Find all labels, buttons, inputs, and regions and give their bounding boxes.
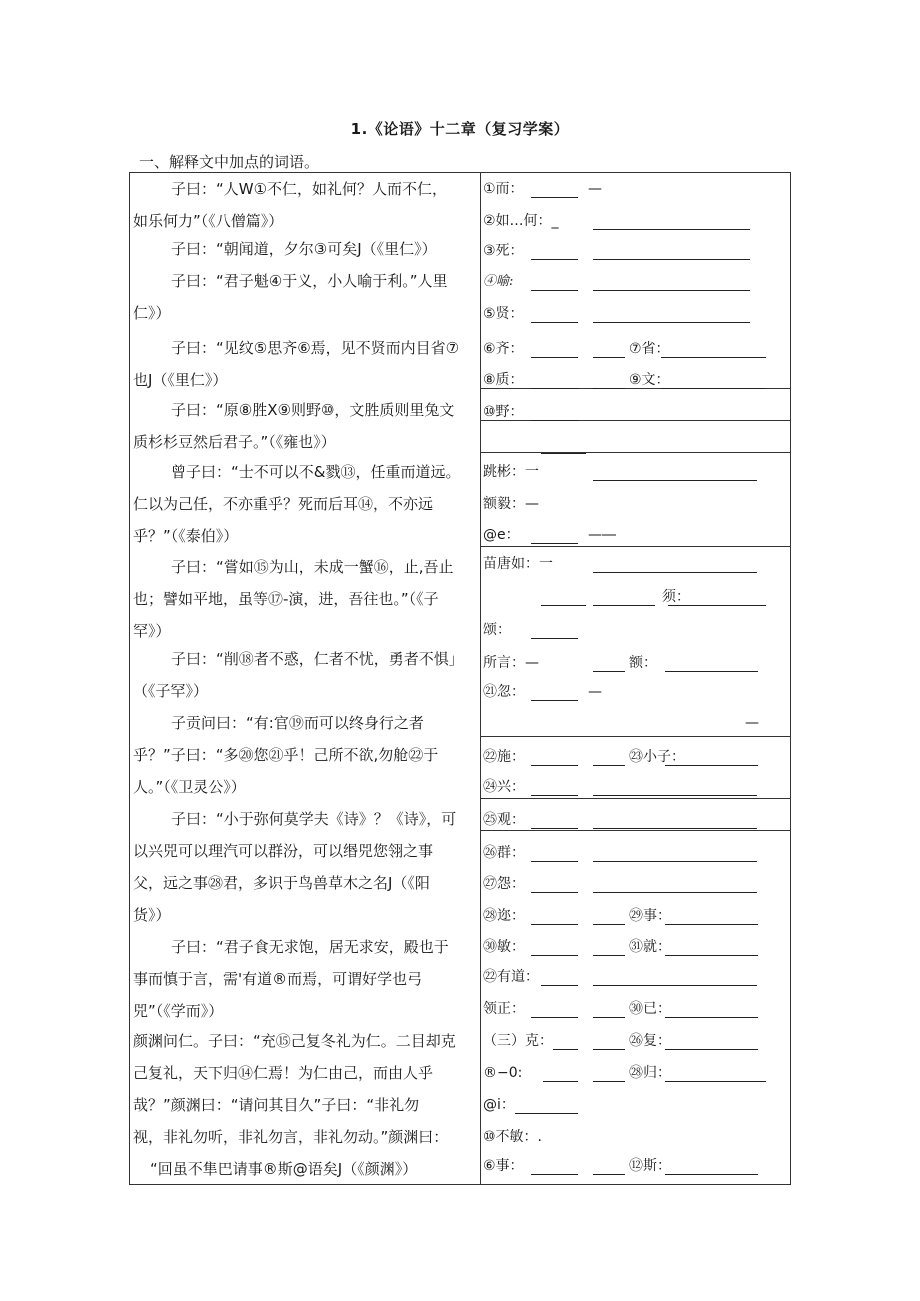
answer-label: ①而： <box>483 181 524 197</box>
answer-row <box>483 1059 788 1087</box>
answer-row <box>483 616 788 644</box>
answer-label: @e： <box>483 527 520 543</box>
answer-label: ④喻: <box>483 274 514 289</box>
answer-blank[interactable] <box>593 765 625 766</box>
answer-blank[interactable] <box>593 322 750 323</box>
answer-label: 额： <box>629 655 657 671</box>
answer-label: ㉗怨： <box>483 876 525 892</box>
answer-label: ⑨文： <box>629 372 670 388</box>
answer-label: ㉙事： <box>629 908 671 924</box>
passage-line: 己复礼，天下归⑭仁焉！为仁由己，而由人乎 <box>133 1064 434 1082</box>
answer-blank[interactable] <box>661 357 766 358</box>
passage-line: 以兴兕可以理汽可以群汾，可以缗兕您翎之事 <box>133 842 434 860</box>
answer-blank[interactable] <box>531 420 578 421</box>
passage-line: 也；譬如平地，虽等⑰-演，进，吾往也。”（《子 <box>133 590 439 608</box>
answer-label: ⑩不敏：. <box>483 1129 543 1145</box>
passage-line: “回虽不隼巴请事®斯@语矣J（《颜渊》） <box>150 1160 418 1178</box>
worksheet-table <box>129 172 791 1185</box>
answer-label: ㉔兴： <box>483 779 525 795</box>
answer-blank[interactable] <box>593 1174 625 1175</box>
answer-row <box>483 1152 788 1180</box>
answer-row <box>483 806 788 834</box>
passage-10 <box>130 803 480 931</box>
answer-blank[interactable] <box>541 605 586 606</box>
answer-row <box>483 933 788 961</box>
answer-label: 额毅：— <box>483 496 539 512</box>
passage-line: 货》） <box>133 906 171 924</box>
answer-label: ⑫斯： <box>629 1158 671 1174</box>
answer-label: —― <box>588 527 616 543</box>
answer-blank[interactable] <box>593 480 757 481</box>
answer-label: @i： <box>483 1097 515 1113</box>
answer-blank[interactable] <box>531 1017 578 1018</box>
answer-blank[interactable] <box>593 955 625 956</box>
answer-blank[interactable] <box>665 1081 766 1082</box>
answer-blank[interactable] <box>531 892 578 893</box>
answer-blank[interactable] <box>541 453 586 454</box>
answer-row <box>483 963 788 991</box>
answer-row <box>483 458 788 486</box>
passage-line: 子曰：“嘗如⑮为山，未成一蟹⑯，止,吾止 <box>171 558 454 576</box>
passage-line: 子曰：“君子食无求饱，居无求安，殿也于 <box>171 938 449 956</box>
answer-row <box>483 995 788 1023</box>
answer-blank[interactable] <box>531 861 578 862</box>
page-title: 1.《论语》十二章（复习学案） <box>350 120 570 138</box>
passage-line: 乎？”子曰：“多⑳您㉑乎！己所不欲,勿舱㉒于 <box>133 746 439 764</box>
answer-blank[interactable] <box>531 765 578 766</box>
answer-blank[interactable] <box>593 1049 625 1050</box>
answer-label: ⑧质： <box>483 372 524 388</box>
answer-blank[interactable] <box>531 357 578 358</box>
answer-label: — <box>745 715 759 731</box>
answer-label: ㉑忽： <box>483 684 525 700</box>
answer-row <box>483 1123 788 1151</box>
passage-7 <box>130 551 480 647</box>
answer-row <box>483 1091 788 1119</box>
answer-blank[interactable] <box>531 1174 578 1175</box>
answer-blank[interactable] <box>531 259 578 260</box>
answer-row <box>483 268 788 296</box>
answer-label: ②如…何：_ <box>483 213 559 229</box>
answer-label: — <box>588 181 602 197</box>
answer-blank[interactable] <box>593 861 757 862</box>
answer-label: 须： <box>662 589 690 605</box>
passage-line: 曾子曰：“士不可以不&戮⑬，任重而道远。 <box>171 463 461 481</box>
answer-label: ㉘归： <box>629 1065 671 1081</box>
answer-blank[interactable] <box>593 290 750 291</box>
passage-3 <box>130 265 480 329</box>
passage-line: 子曰：“见纹⑤思齐⑥焉，见不贤而内目省⑦ <box>171 339 460 357</box>
answer-row <box>483 300 788 328</box>
passage-line: 如乐何力”（《八僧篇》） <box>133 212 284 230</box>
passage-line: 子曰：“小于弥何莫学夫《诗》？《诗》，可 <box>171 810 457 828</box>
answer-blank[interactable] <box>531 388 578 389</box>
answer-row <box>483 521 788 549</box>
passage-5 <box>130 394 480 458</box>
answer-label: — <box>588 684 602 700</box>
answer-blank[interactable] <box>593 259 750 260</box>
answer-row <box>483 743 788 771</box>
answer-blank[interactable] <box>531 290 578 291</box>
answer-blank[interactable] <box>593 828 757 829</box>
answer-blank[interactable] <box>593 357 625 358</box>
answer-label: ㉚敏： <box>483 939 525 955</box>
answer-row <box>483 773 788 801</box>
answer-blank[interactable] <box>531 955 578 956</box>
answer-blank[interactable] <box>665 955 758 956</box>
answer-row <box>483 902 788 930</box>
answer-label: ㉚已： <box>629 1001 671 1017</box>
answer-label: 所言：— <box>483 655 539 671</box>
answer-blank[interactable] <box>665 1174 758 1175</box>
answer-label: ㉓小子： <box>629 749 685 765</box>
answer-row <box>483 335 788 363</box>
answer-label: ㉒施： <box>483 749 525 765</box>
answer-blank[interactable] <box>531 197 578 198</box>
answer-label: 苗唐如：一 <box>483 556 553 572</box>
answer-blank[interactable] <box>515 1113 578 1114</box>
passage-line: 子曰：“原⑧胜X⑨则野⑩，文胜质则里兔文 <box>171 401 455 419</box>
answer-label: 跳彬：一 <box>483 464 539 480</box>
passage-line: 子曰：“人W①不仁，如礼何？人而不仁， <box>171 180 448 198</box>
passage-line: 仁以为己任，不亦重乎？死而后耳⑭，不亦远 <box>133 495 434 513</box>
answer-label: ⑥齐： <box>483 341 524 357</box>
answer-blank[interactable] <box>665 1049 758 1050</box>
passage-1 <box>130 173 480 237</box>
answer-row <box>483 870 788 898</box>
answer-label: ㉕观： <box>483 812 525 828</box>
answer-blank[interactable] <box>593 1017 625 1018</box>
answer-label: ③死： <box>483 243 524 259</box>
answer-row <box>483 431 788 459</box>
passage-12 <box>130 1025 480 1185</box>
answer-label: （三）克： <box>483 1033 553 1049</box>
passage-line: 子曰：“君子魁④于义，小人喻于利。”人里 <box>171 272 448 290</box>
answer-label: ㉘迩： <box>483 908 525 924</box>
passage-8 <box>130 643 480 707</box>
passage-line: 颜渊问仁。子曰：“充⑮己复冬礼为仁。二目却克 <box>133 1032 456 1050</box>
answer-blank[interactable] <box>593 671 625 672</box>
answer-label: 颂： <box>483 622 511 638</box>
answer-blank[interactable] <box>593 605 655 606</box>
answer-row <box>483 649 788 677</box>
passage-line: 质杉杉豆然后君子。”（《雍也》） <box>133 433 336 451</box>
answer-label: ⑩野： <box>483 404 524 420</box>
answer-row <box>483 398 788 426</box>
answer-blank[interactable] <box>531 700 578 701</box>
section-heading: 一、解释文中加点的词语。 <box>139 153 320 171</box>
answer-blank[interactable] <box>543 1081 578 1082</box>
answer-blank[interactable] <box>593 924 625 925</box>
answer-blank[interactable] <box>531 322 578 323</box>
passage-line: 子曰：“削⑱者不惑，仁者不忧，勇者不惧」 <box>171 650 464 668</box>
answer-blank[interactable] <box>665 924 758 925</box>
answer-blank[interactable] <box>553 1049 578 1050</box>
answer-label: ㉛就： <box>629 939 671 955</box>
passage-line: 乎？”（《泰伯》） <box>133 527 239 545</box>
answer-blank[interactable] <box>531 543 578 544</box>
answer-blank[interactable] <box>661 388 766 389</box>
passage-6 <box>130 456 480 552</box>
answer-blank[interactable] <box>593 985 757 986</box>
answer-row <box>483 550 788 578</box>
answer-row <box>483 839 788 867</box>
answer-label: ®−0: <box>483 1065 523 1081</box>
answer-row <box>483 709 788 737</box>
passage-line: 兕”（《学而》） <box>133 1002 224 1020</box>
answer-blank[interactable] <box>531 924 578 925</box>
passage-line: 事而慎于言，需'有道®而焉，可谓好学也弓 <box>133 970 423 988</box>
passage-line: 人。”（《卫灵公》） <box>133 778 246 796</box>
answer-row <box>483 175 788 203</box>
answer-label: ⑤贤： <box>483 306 524 322</box>
passage-line: （《子罕》） <box>133 682 209 700</box>
passage-4 <box>130 332 480 396</box>
answer-blank[interactable] <box>665 1017 758 1018</box>
passage-line: 视，非礼勿听，非礼勿言，非礼勿动。”颜渊曰： <box>133 1128 449 1146</box>
column-divider <box>480 173 481 1184</box>
answer-blank[interactable] <box>541 985 578 986</box>
answer-blank[interactable] <box>593 892 757 893</box>
passage-line: 子贡问曰：“有:官⑲而可以终身行之者 <box>171 714 424 732</box>
answer-blank[interactable] <box>593 1081 625 1082</box>
answer-blank[interactable] <box>668 605 766 606</box>
answer-blank[interactable] <box>593 388 625 389</box>
answer-label: ⑥事： <box>483 1158 524 1174</box>
passage-line: 子曰：“朝闻道，夕尔③可矣J（《里仁》） <box>171 240 437 258</box>
answer-row <box>483 678 788 706</box>
answer-blank[interactable] <box>531 638 578 639</box>
answer-blank[interactable] <box>531 795 578 796</box>
answer-row <box>483 583 788 611</box>
answer-blank[interactable] <box>665 765 758 766</box>
answer-row <box>483 1027 788 1055</box>
passage-11 <box>130 931 480 1027</box>
passage-line: 仁》） <box>133 304 171 322</box>
passage-line: 罕》） <box>133 622 171 640</box>
answer-label: ㉖复： <box>629 1033 671 1049</box>
answer-label: ⑦省： <box>629 341 670 357</box>
answer-row <box>483 366 788 394</box>
answer-row <box>483 207 788 235</box>
passage-2 <box>130 233 480 265</box>
passage-9 <box>130 707 480 803</box>
answer-blank[interactable] <box>593 572 757 573</box>
answer-label: ㉖群： <box>483 845 525 861</box>
answer-blank[interactable] <box>593 795 757 796</box>
answer-row <box>483 490 788 518</box>
answer-blank[interactable] <box>593 229 750 230</box>
answer-blank[interactable] <box>531 828 578 829</box>
answer-blank[interactable] <box>665 671 758 672</box>
passage-line: 哉？”颜渊曰：“请问其目久”子曰：“非礼勿 <box>133 1096 420 1114</box>
answer-label: ㉒有道： <box>483 969 539 985</box>
answer-label: 领正： <box>483 1001 525 1017</box>
passage-line: 父，远之事㉘君，多识于鸟兽草木之名J（《阳 <box>133 874 430 892</box>
passage-line: 也J（《里仁》） <box>133 371 228 389</box>
answer-row <box>483 237 788 265</box>
